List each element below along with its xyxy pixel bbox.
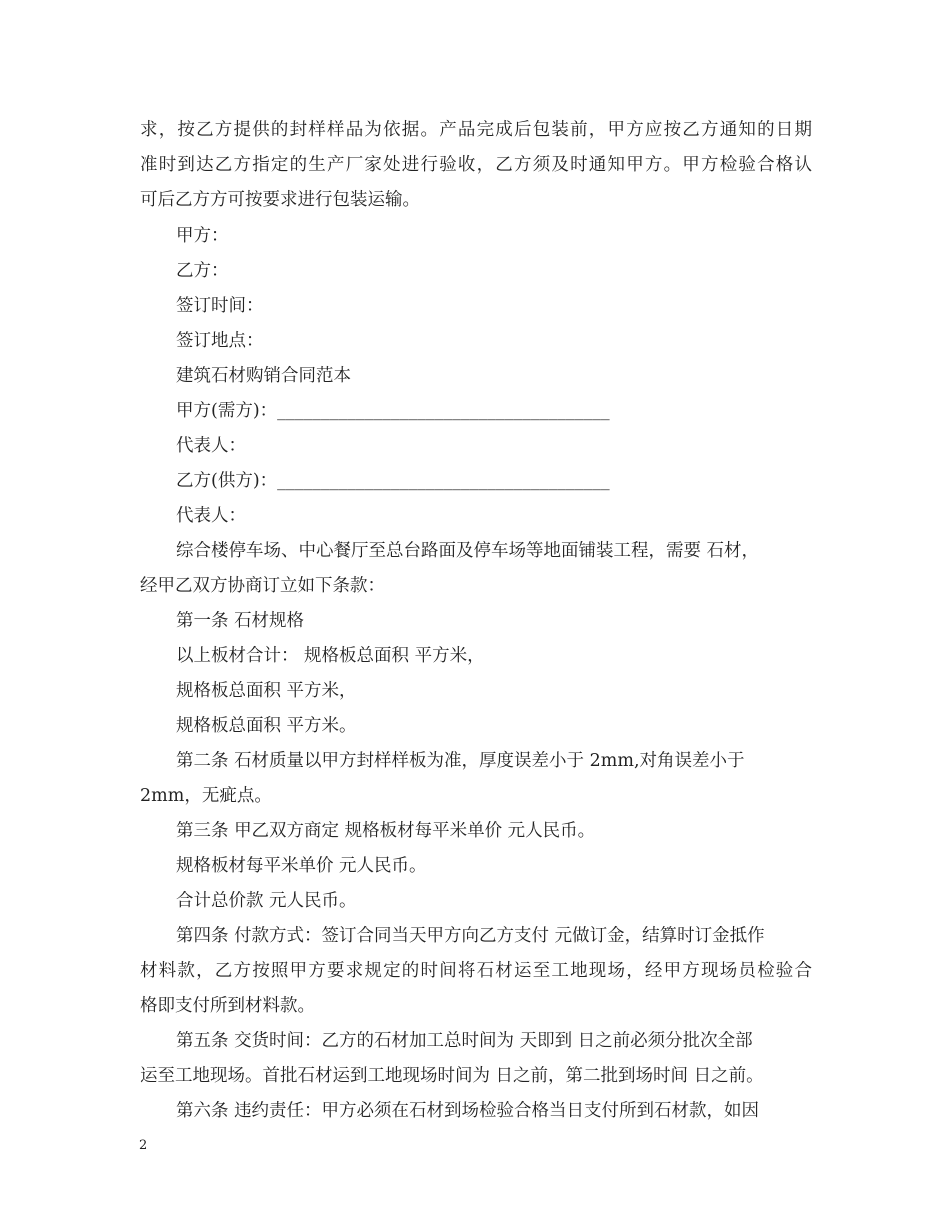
party-a-label: 甲方： <box>176 226 229 246</box>
contract-title: 建筑石材购销合同范本 <box>176 366 351 386</box>
buyer-representative-label: 代表人： <box>176 436 246 456</box>
supplier-field: 乙方(供方)：______________________________________ <box>176 471 610 491</box>
signing-place-label: 签订地点： <box>176 331 264 351</box>
paragraph-line: 第二条 石材质量以甲方封样样板为准，厚度误差小于 2mm,对角误差小于 <box>176 751 745 771</box>
paragraph-line: 第四条 付款方式：签订合同当天甲方向乙方支付 元做订金，结算时订金抵作 <box>176 926 765 946</box>
signing-time-label: 签订时间： <box>176 296 264 316</box>
paragraph-line: 可后乙方方可按要求进行包装运输。 <box>140 190 420 210</box>
paragraph-line: 合计总价款 元人民币。 <box>176 891 357 911</box>
paragraph-line: 运至工地现场。首批石材运到工地现场时间为 日之前，第二批到场时间 日之前。 <box>140 1066 764 1086</box>
paragraph-line: 规格板材每平米单价 元人民币。 <box>176 856 427 876</box>
paragraph-line: 规格板总面积 平方米， <box>176 681 357 701</box>
paragraph-line: 格即支付所到材料款。 <box>140 996 315 1016</box>
paragraph-line: 第三条 甲乙双方商定 规格板材每平米单价 元人民币。 <box>176 821 596 841</box>
paragraph-line: 准时到达乙方指定的生产厂家处进行验收，乙方须及时通知甲方。甲方检验合格认 <box>140 155 812 175</box>
article-heading: 第一条 石材规格 <box>176 611 305 631</box>
supplier-representative-label: 代表人： <box>176 506 246 526</box>
paragraph-line: 第六条 违约责任：甲方必须在石材到场检验合格当日支付所到石材款，如因 <box>176 1101 760 1121</box>
paragraph-line: 第五条 交货时间：乙方的石材加工总时间为 天即到 日之前必须分批次全部 <box>176 1031 753 1051</box>
paragraph-line: 经甲乙双方协商订立如下条款： <box>140 576 385 596</box>
paragraph-line: 2mm，无疵点。 <box>140 786 272 806</box>
buyer-field: 甲方(需方)：______________________________________ <box>176 401 610 421</box>
paragraph-line: 材料款，乙方按照甲方要求规定的时间将石材运至工地现场，经甲方现场员检验合 <box>140 961 812 981</box>
paragraph-line: 规格板总面积 平方米。 <box>176 716 357 736</box>
page-number: 2 <box>139 1138 148 1153</box>
paragraph-line: 以上板材合计： 规格板总面积 平方米， <box>176 646 485 666</box>
party-b-label: 乙方： <box>176 261 229 281</box>
paragraph-line: 综合楼停车场、中心餐厅至总台路面及停车场等地面铺装工程，需要 石材， <box>176 541 760 561</box>
paragraph-line: 求，按乙方提供的封样样品为依据。产品完成后包装前，甲方应按乙方通知的日期 <box>140 120 812 140</box>
